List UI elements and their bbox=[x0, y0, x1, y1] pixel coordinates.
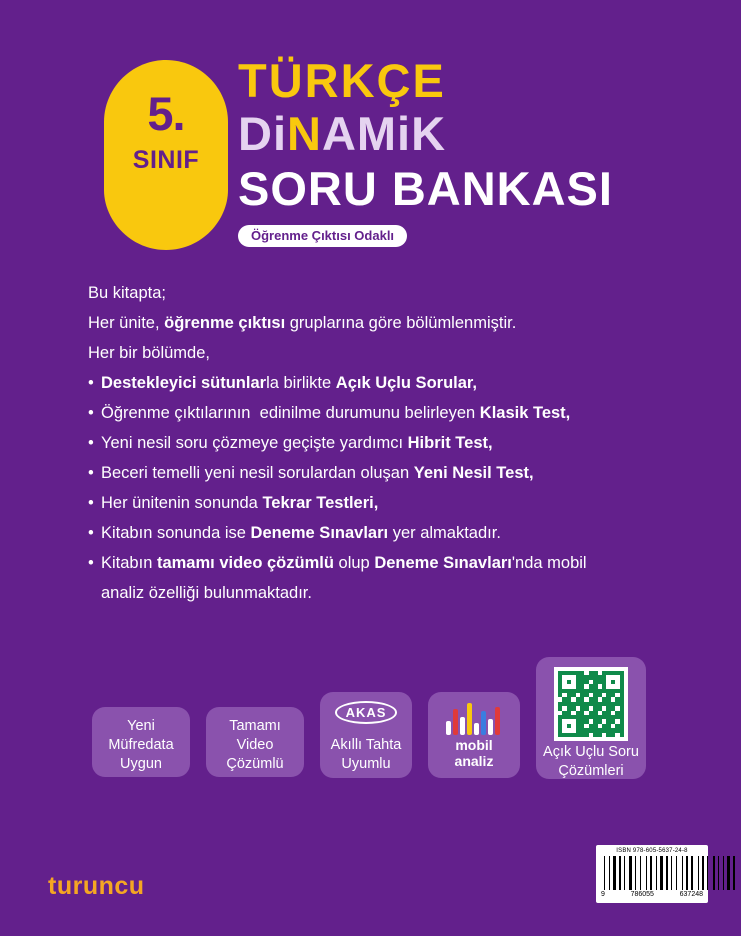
barcode-bar bbox=[676, 856, 677, 890]
text-segment: yer almaktadır. bbox=[388, 524, 501, 542]
qr-cell bbox=[620, 733, 624, 737]
text-segment: Hibrit Test, bbox=[407, 434, 493, 452]
text-segment: tamamı video çözümlü bbox=[156, 554, 334, 572]
publisher-logo: turuncu bbox=[48, 872, 145, 900]
barcode-bar bbox=[646, 856, 647, 890]
description-bullet bbox=[88, 428, 688, 458]
barcode-bar bbox=[629, 856, 632, 890]
text-segment: Kitabın sonunda ise bbox=[101, 524, 251, 542]
barcode-bar bbox=[613, 856, 616, 890]
description-bullet bbox=[88, 398, 688, 428]
text-segment: analiz özelliği bulunmaktadır. bbox=[101, 584, 312, 602]
feature-label: Açık Uçlu Soru Çözümleri bbox=[543, 744, 639, 779]
feature-acik-uclu-soru-cozumleri[interactable] bbox=[536, 657, 646, 779]
description-bullet bbox=[88, 518, 688, 548]
text-segment: Öğrenme çıktılarının edinilme durumunu belirleyen bbox=[101, 404, 480, 422]
barcode-bar bbox=[713, 856, 715, 890]
series-part2: AMiK bbox=[321, 107, 447, 161]
title-block bbox=[238, 56, 718, 247]
text-segment: Deneme Sınavları bbox=[374, 554, 512, 572]
series-part1: Di bbox=[238, 107, 287, 161]
text-segment: Destekleyici sütunlar bbox=[101, 374, 267, 392]
barcode-bar bbox=[656, 856, 657, 890]
barcode-bar bbox=[723, 856, 724, 890]
feature-badges bbox=[92, 660, 662, 800]
text-segment: la birlikte bbox=[266, 374, 336, 392]
series-accent: N bbox=[287, 107, 322, 161]
barcode-bars bbox=[600, 856, 704, 890]
feature-yeni-mufredata-uygun[interactable] bbox=[92, 707, 190, 777]
text-segment: Deneme Sınavları bbox=[250, 524, 389, 542]
text-segment: Her ünitenin sonunda bbox=[101, 494, 263, 512]
barcode-bar bbox=[609, 856, 610, 890]
feature-label: Akıllı Tahta Uyumlu bbox=[330, 737, 402, 772]
text-segment: öğrenme çıktısı bbox=[164, 314, 286, 332]
intro-line: Bu kitapta; bbox=[88, 284, 166, 302]
barcode-digits bbox=[600, 891, 704, 898]
description-bullet bbox=[88, 488, 688, 518]
barcode-bar bbox=[727, 856, 730, 890]
description-line bbox=[88, 578, 688, 608]
text-segment: Kitabın bbox=[101, 554, 157, 572]
barcode-bar bbox=[660, 856, 663, 890]
text-segment: olup bbox=[333, 554, 375, 572]
text-segment: Yeni nesil soru çözmeye geçişte yardımcı bbox=[101, 434, 408, 452]
text-segment: gruplarına göre bölümlenmiştir. bbox=[285, 314, 517, 332]
barcode-bar bbox=[650, 856, 652, 890]
tagline-badge: Öğrenme Çıktısı Odaklı bbox=[238, 225, 407, 247]
grade-badge bbox=[104, 60, 228, 250]
grade-label: SINIF bbox=[132, 146, 200, 174]
feature-akilli-tahta-uyumlu[interactable] bbox=[320, 692, 412, 778]
description-bullet bbox=[88, 368, 688, 398]
barcode-bar bbox=[698, 856, 699, 890]
feature-label: Tamamı Video Çözümlü bbox=[226, 718, 284, 772]
text-segment: Beceri temelli yeni nesil sorulardan oluşan bbox=[101, 464, 414, 482]
description-block bbox=[88, 278, 688, 608]
barcode-bar bbox=[635, 856, 636, 890]
description-bullet bbox=[88, 548, 688, 578]
description-lines bbox=[88, 308, 688, 608]
description-bullet bbox=[88, 458, 688, 488]
text-segment: 'nda mobil bbox=[511, 554, 587, 572]
barcode-bar bbox=[671, 856, 672, 890]
text-segment: Yeni Nesil Test, bbox=[413, 464, 534, 482]
barcode-bar bbox=[624, 856, 625, 890]
description-line bbox=[88, 308, 688, 338]
barcode-digit-right: 637248 bbox=[679, 891, 703, 898]
barcode-bar bbox=[718, 856, 719, 890]
barcode-bar bbox=[686, 856, 688, 890]
text-segment: Klasik Test, bbox=[479, 404, 571, 422]
qr-code-icon[interactable] bbox=[554, 667, 628, 741]
barcode-bar bbox=[619, 856, 621, 890]
analytics-bars-icon bbox=[446, 703, 502, 735]
akas-logo-icon bbox=[320, 701, 412, 724]
barcode-digit-left: 9 bbox=[601, 891, 605, 898]
subject-title: TÜRKÇE bbox=[238, 54, 446, 107]
text-segment: Her ünite, bbox=[88, 314, 165, 332]
feature-mobil-analiz[interactable] bbox=[428, 692, 520, 778]
barcode-bar bbox=[733, 856, 735, 890]
feature-label: Yeni Müfredata Uygun bbox=[108, 718, 174, 772]
barcode-bar bbox=[682, 856, 683, 890]
barcode-digit-mid: 786055 bbox=[630, 891, 654, 898]
akas-logo-text: AKAS bbox=[335, 701, 398, 724]
grade-number: 5. bbox=[147, 87, 185, 140]
text-segment: Açık Uçlu Sorular, bbox=[335, 374, 477, 392]
barcode-bar bbox=[604, 856, 605, 890]
series-title bbox=[238, 107, 718, 161]
isbn-text: ISBN 978-605-5637-24-8 bbox=[616, 848, 688, 854]
barcode bbox=[596, 845, 708, 903]
cover-header bbox=[0, 44, 741, 259]
description-line bbox=[88, 338, 688, 368]
product-title: SORU BANKASI bbox=[238, 162, 613, 216]
text-segment: Tekrar Testleri, bbox=[262, 494, 379, 512]
barcode-bar bbox=[707, 856, 708, 890]
barcode-bar bbox=[702, 856, 704, 890]
feature-label: mobil analiz bbox=[454, 737, 494, 769]
feature-tamami-video-cozumlu[interactable] bbox=[206, 707, 304, 777]
barcode-bar bbox=[691, 856, 693, 890]
barcode-bar bbox=[666, 856, 668, 890]
barcode-bar bbox=[640, 856, 641, 890]
text-segment: Her bir bölümde, bbox=[88, 344, 210, 362]
